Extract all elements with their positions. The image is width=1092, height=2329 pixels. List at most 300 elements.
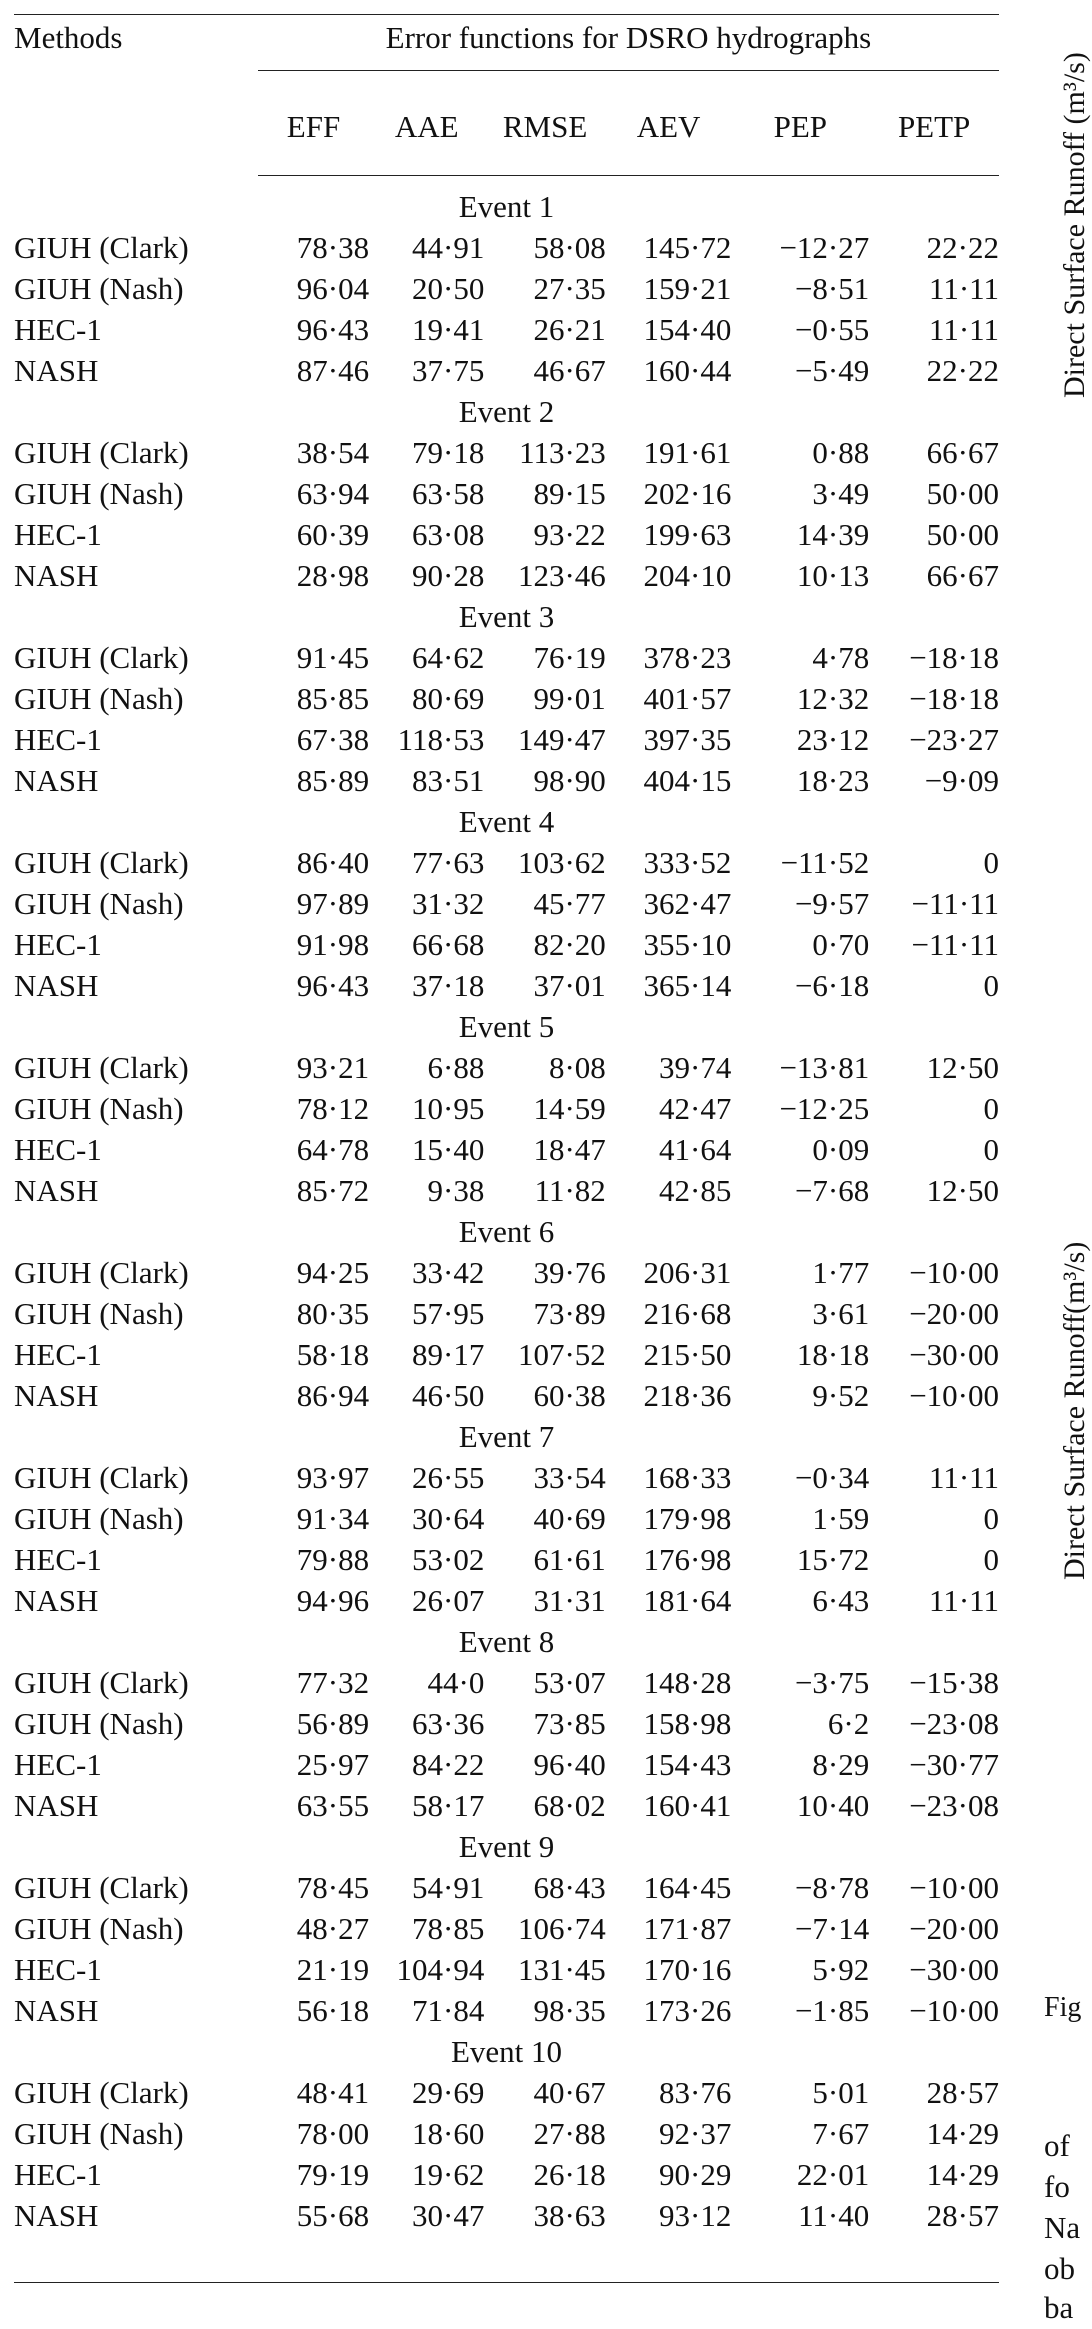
eff-value-cell: 78·12 [296,1091,370,1126]
table-row [14,719,999,760]
method-cell: NASH [14,353,99,388]
col-header-aev: AEV [606,77,732,176]
pep-value-cell: 18·23 [796,763,870,798]
petp-value-cell: 66·67 [926,558,999,593]
petp-value-cell: −9·09 [924,763,999,798]
rmse-value-cell: 93·22 [533,517,606,552]
table-row [14,1539,999,1580]
table-row [14,1703,999,1744]
petp-value-cell: −10·00 [909,1255,999,1290]
petp-value-cell: −11·11 [911,927,999,962]
rmse-value-cell: 39·76 [533,1255,606,1290]
col-header-eff: EFF [258,77,369,176]
table-row [14,514,999,555]
petp-value-cell: 0 [983,1542,999,1577]
rmse-value-cell: 131·45 [517,1952,606,1987]
aae-value-cell: 29·69 [412,2075,485,2110]
petp-value-cell: −30·77 [909,1747,999,1782]
rmse-value-cell: 11·82 [534,1173,606,1208]
petp-value-cell: 0 [983,845,999,880]
pep-value-cell: 9·52 [812,1378,870,1413]
aae-value-cell: 20·50 [412,271,485,306]
petp-value-cell: 14·29 [926,2116,999,2151]
rmse-value-cell: 107·52 [517,1337,606,1372]
eff-value-cell: 94·25 [296,1255,370,1290]
aae-value-cell: 104·94 [396,1952,485,1987]
petp-value-cell: −18·18 [909,681,999,716]
table-row [14,1908,999,1949]
rmse-value-cell: 45·77 [533,886,606,921]
aae-value-cell: 118·53 [397,722,485,757]
eff-value-cell: 91·45 [296,640,370,675]
pep-value-cell: −8·51 [794,271,870,306]
table-row [14,2195,999,2236]
pep-value-cell: −3·75 [794,1665,870,1700]
aae-value-cell: 18·60 [412,2116,485,2151]
rmse-value-cell: 60·38 [533,1378,606,1413]
rmse-value-cell: 106·74 [517,1911,606,1946]
aev-value-cell: 378·23 [643,640,732,675]
petp-value-cell: 11·11 [928,271,999,306]
pep-value-cell: −7·68 [794,1173,870,1208]
rmse-value-cell: 89·15 [533,476,606,511]
rmse-value-cell: 46·67 [533,353,606,388]
event-label: Event 4 [458,804,555,839]
petp-value-cell: 50·00 [926,517,999,552]
petp-value-cell: 0 [983,968,999,1003]
pep-value-cell: 22·01 [796,2157,870,2192]
method-cell: HEC-1 [14,1337,102,1372]
aev-value-cell: 202·16 [643,476,732,511]
pep-value-cell: −13·81 [779,1050,870,1085]
method-cell: HEC-1 [14,1747,102,1782]
method-cell: GIUH (Clark) [14,230,189,265]
pep-value-cell: 0·09 [812,1132,870,1167]
aae-value-cell: 79·18 [412,435,485,470]
petp-value-cell: −10·00 [909,1870,999,1905]
pep-value-cell: 5·92 [812,1952,870,1987]
petp-value-cell: 0 [983,1132,999,1167]
aev-value-cell: 199·63 [643,517,732,552]
aev-value-cell: 404·15 [643,763,732,798]
event-heading-row [14,391,999,432]
table-row [14,1744,999,1785]
table-row [14,1334,999,1375]
aev-value-cell: 39·74 [659,1050,732,1085]
method-cell: GIUH (Clark) [14,640,189,675]
method-cell: GIUH (Clark) [14,2075,189,2110]
pep-value-cell: −12·27 [779,230,870,265]
pep-value-cell: 11·40 [798,2198,870,2233]
eff-value-cell: 85·85 [296,681,370,716]
petp-value-cell: −23·08 [909,1788,999,1823]
pep-value-cell: 10·13 [796,558,870,593]
rmse-value-cell: 8·08 [548,1050,606,1085]
rmse-value-cell: 82·20 [533,927,606,962]
method-cell: NASH [14,2198,99,2233]
error-functions-table [14,14,999,2236]
pep-value-cell: −5·49 [794,353,870,388]
petp-value-cell: −23·08 [909,1706,999,1741]
rmse-value-cell: 76·19 [533,640,606,675]
eff-value-cell: 85·72 [296,1173,370,1208]
petp-value-cell: 22·22 [926,353,999,388]
pep-value-cell: 3·61 [812,1296,870,1331]
aae-value-cell: 83·51 [412,763,485,798]
petp-value-cell: −20·00 [909,1911,999,1946]
eff-value-cell: 48·27 [296,1911,370,1946]
axis-label-upper-cropped: Direct Surface Runoff (m³/s) [1058,52,1091,398]
pep-value-cell: −9·57 [794,886,870,921]
petp-value-cell: −15·38 [909,1665,999,1700]
aae-value-cell: 44·91 [412,230,485,265]
aae-value-cell: 19·41 [412,312,485,347]
event-label: Event 2 [458,394,555,429]
aev-value-cell: 154·40 [643,312,732,347]
rmse-value-cell: 73·89 [533,1296,606,1331]
table-row [14,1252,999,1293]
method-cell: GIUH (Nash) [14,1706,184,1741]
method-cell: GIUH (Nash) [14,1296,184,1331]
aev-value-cell: 148·28 [643,1665,732,1700]
aae-value-cell: 58·17 [412,1788,485,1823]
pep-value-cell: −1·85 [794,1993,870,2028]
aev-value-cell: 93·12 [659,2198,732,2233]
pep-value-cell: 7·67 [812,2116,870,2151]
rmse-value-cell: 26·18 [533,2157,606,2192]
group-header-text: Error functions for DSRO hydrographs [258,17,999,71]
table-row [14,1580,999,1621]
eff-value-cell: 63·94 [296,476,370,511]
body-text-fragment-5: ba [1044,2290,1074,2325]
petp-value-cell: −30·00 [909,1952,999,1987]
table-row [14,432,999,473]
event-heading-row [14,1006,999,1047]
method-cell: NASH [14,558,99,593]
method-cell: GIUH (Clark) [14,435,189,470]
aae-value-cell: 31·32 [412,886,485,921]
aev-value-cell: 181·64 [643,1583,732,1618]
aae-value-cell: 30·47 [412,2198,485,2233]
petp-value-cell: 11·11 [928,312,999,347]
pep-value-cell: 14·39 [796,517,870,552]
rmse-value-cell: 68·43 [533,1870,606,1905]
aev-value-cell: 362·47 [643,886,732,921]
table-row [14,1457,999,1498]
table-row [14,1129,999,1170]
event-heading-row [14,1621,999,1662]
aev-value-cell: 397·35 [643,722,732,757]
methods-header: Methods [14,15,258,176]
pep-value-cell: 1·77 [812,1255,870,1290]
eff-value-cell: 79·88 [296,1542,370,1577]
pep-value-cell: 18·18 [796,1337,870,1372]
method-cell: GIUH (Nash) [14,886,184,921]
method-cell: HEC-1 [14,517,102,552]
aae-value-cell: 90·28 [412,558,485,593]
aae-value-cell: 84·22 [412,1747,485,1782]
eff-value-cell: 86·40 [296,845,370,880]
table-row [14,1949,999,1990]
pep-value-cell: −7·14 [794,1911,870,1946]
petp-value-cell: −11·11 [911,886,999,921]
pep-value-cell: 0·88 [812,435,870,470]
eff-value-cell: 91·34 [296,1501,370,1536]
aae-value-cell: 15·40 [412,1132,485,1167]
aev-value-cell: 170·16 [643,1952,732,1987]
rmse-value-cell: 96·40 [533,1747,606,1782]
petp-value-cell: −10·00 [909,1993,999,2028]
rmse-value-cell: 99·01 [533,681,606,716]
rmse-value-cell: 113·23 [519,435,606,470]
aae-value-cell: 64·62 [412,640,485,675]
eff-value-cell: 28·98 [296,558,370,593]
method-cell: GIUH (Nash) [14,1091,184,1126]
petp-value-cell: −30·00 [909,1337,999,1372]
event-heading-row [14,2031,999,2072]
petp-value-cell: 66·67 [926,435,999,470]
aev-value-cell: 158·98 [643,1706,732,1741]
aev-value-cell: 191·61 [643,435,732,470]
petp-value-cell: 0 [983,1501,999,1536]
table-body [14,176,999,2237]
pep-value-cell: 4·78 [812,640,870,675]
rmse-value-cell: 98·90 [533,763,606,798]
table-row [14,1990,999,2031]
aae-value-cell: 30·64 [412,1501,485,1536]
body-text-fragment-4: ob [1044,2251,1075,2286]
aev-value-cell: 401·57 [643,681,732,716]
aev-value-cell: 159·21 [643,271,732,306]
aev-value-cell: 204·10 [643,558,732,593]
figure-caption-fragment: Fig [1044,1992,1082,2023]
pep-value-cell: −6·18 [794,968,870,1003]
table-row [14,883,999,924]
aev-value-cell: 176·98 [643,1542,732,1577]
aev-value-cell: 216·68 [643,1296,732,1331]
aae-value-cell: 37·18 [412,968,485,1003]
eff-value-cell: 48·41 [296,2075,370,2110]
petp-value-cell: 14·29 [926,2157,999,2192]
petp-value-cell: 28·57 [926,2075,999,2110]
aae-value-cell: 6·88 [427,1050,485,1085]
table-row [14,1170,999,1211]
aev-value-cell: 333·52 [643,845,732,880]
aev-value-cell: 83·76 [659,2075,732,2110]
pep-value-cell: 1·59 [812,1501,870,1536]
aev-value-cell: 179·98 [643,1501,732,1536]
aae-value-cell: 66·68 [412,927,485,962]
aae-value-cell: 44·0 [427,1665,485,1700]
method-cell: NASH [14,1378,99,1413]
eff-value-cell: 78·45 [296,1870,370,1905]
event-heading-row [14,1826,999,1867]
eff-value-cell: 80·35 [296,1296,370,1331]
aae-value-cell: 77·63 [412,845,485,880]
method-cell: GIUH (Clark) [14,845,189,880]
aev-value-cell: 168·33 [643,1460,732,1495]
rmse-value-cell: 33·54 [533,1460,606,1495]
aev-value-cell: 215·50 [643,1337,732,1372]
rmse-value-cell: 149·47 [517,722,606,757]
rmse-value-cell: 37·01 [533,968,606,1003]
table-row [14,1375,999,1416]
method-cell: HEC-1 [14,1132,102,1167]
col-header-pep: PEP [731,77,869,176]
method-cell: NASH [14,968,99,1003]
method-cell: NASH [14,1173,99,1208]
table-row [14,2154,999,2195]
eff-value-cell: 60·39 [296,517,370,552]
table-row [14,965,999,1006]
rmse-value-cell: 40·69 [533,1501,606,1536]
aae-value-cell: 9·38 [427,1173,485,1208]
rmse-value-cell: 73·85 [533,1706,606,1741]
petp-value-cell: 11·11 [928,1583,999,1618]
aae-value-cell: 26·55 [412,1460,485,1495]
rmse-value-cell: 38·63 [533,2198,606,2233]
pep-value-cell: −12·25 [779,1091,870,1126]
eff-value-cell: 97·89 [296,886,370,921]
table-row [14,760,999,801]
aae-value-cell: 26·07 [412,1583,485,1618]
table-row [14,473,999,514]
eff-value-cell: 96·04 [296,271,370,306]
method-cell: GIUH (Clark) [14,1870,189,1905]
rmse-value-cell: 18·47 [533,1132,606,1167]
eff-value-cell: 91·98 [296,927,370,962]
method-cell: GIUH (Clark) [14,1255,189,1290]
aae-value-cell: 53·02 [412,1542,485,1577]
eff-value-cell: 96·43 [296,968,370,1003]
pep-value-cell: 12·32 [796,681,870,716]
method-cell: HEC-1 [14,2157,102,2192]
aev-value-cell: 160·44 [643,353,732,388]
aev-value-cell: 42·47 [659,1091,732,1126]
petp-value-cell: 12·50 [926,1173,999,1208]
aae-value-cell: 63·36 [412,1706,485,1741]
event-label: Event 3 [458,599,555,634]
method-cell: NASH [14,1993,99,2028]
rmse-value-cell: 26·21 [533,312,606,347]
aev-value-cell: 92·37 [659,2116,732,2151]
eff-value-cell: 38·54 [296,435,370,470]
method-cell: GIUH (Nash) [14,476,184,511]
method-cell: GIUH (Nash) [14,1501,184,1536]
pep-value-cell: −0·34 [794,1460,870,1495]
eff-value-cell: 55·68 [296,2198,370,2233]
rmse-value-cell: 40·67 [533,2075,606,2110]
aae-value-cell: 33·42 [412,1255,485,1290]
aev-value-cell: 41·64 [659,1132,732,1167]
event-label: Event 7 [458,1419,555,1454]
table-row [14,2072,999,2113]
event-label: Event 9 [458,1829,555,1864]
table-row [14,1785,999,1826]
eff-value-cell: 77·32 [296,1665,370,1700]
method-cell: GIUH (Nash) [14,681,184,716]
method-cell: GIUH (Nash) [14,2116,184,2151]
rmse-value-cell: 14·59 [533,1091,606,1126]
event-heading-row [14,1211,999,1252]
method-cell: GIUH (Nash) [14,271,184,306]
pep-value-cell: 6·2 [827,1706,870,1741]
petp-value-cell: 22·22 [926,230,999,265]
method-cell: HEC-1 [14,1952,102,1987]
eff-value-cell: 56·18 [296,1993,370,2028]
event-label: Event 1 [458,189,555,224]
aev-value-cell: 355·10 [643,927,732,962]
aae-value-cell: 63·58 [412,476,485,511]
aae-value-cell: 89·17 [412,1337,485,1372]
method-cell: HEC-1 [14,722,102,757]
petp-value-cell: 28·57 [926,2198,999,2233]
table-row [14,924,999,965]
petp-value-cell: 12·50 [926,1050,999,1085]
aev-value-cell: 154·43 [643,1747,732,1782]
aae-value-cell: 80·69 [412,681,485,716]
petp-value-cell: −18·18 [909,640,999,675]
table-row [14,1047,999,1088]
table-row [14,678,999,719]
method-cell: GIUH (Clark) [14,1460,189,1495]
table-bottom-rule [14,2282,999,2283]
table-row [14,350,999,391]
eff-value-cell: 21·19 [296,1952,370,1987]
table-row [14,1088,999,1129]
rmse-value-cell: 68·02 [533,1788,606,1823]
rmse-value-cell: 27·88 [533,2116,606,2151]
eff-value-cell: 94·96 [296,1583,370,1618]
aae-value-cell: 10·95 [412,1091,485,1126]
petp-value-cell: 11·11 [928,1460,999,1495]
table-row [14,1662,999,1703]
eff-value-cell: 93·21 [296,1050,370,1085]
rmse-value-cell: 123·46 [517,558,606,593]
event-heading-row [14,1416,999,1457]
method-cell: HEC-1 [14,1542,102,1577]
eff-value-cell: 58·18 [296,1337,370,1372]
aae-value-cell: 71·84 [412,1993,485,2028]
aev-value-cell: 171·87 [643,1911,732,1946]
method-cell: HEC-1 [14,927,102,962]
aev-value-cell: 145·72 [643,230,732,265]
event-label: Event 10 [450,2034,563,2069]
aev-value-cell: 365·14 [643,968,732,1003]
event-label: Event 6 [458,1214,555,1249]
aev-value-cell: 90·29 [659,2157,732,2192]
petp-value-cell: −23·27 [909,722,999,757]
pep-value-cell: 8·29 [812,1747,870,1782]
pep-value-cell: 23·12 [796,722,870,757]
aae-value-cell: 57·95 [412,1296,485,1331]
eff-value-cell: 78·38 [296,230,370,265]
aae-value-cell: 54·91 [412,1870,485,1905]
method-cell: GIUH (Clark) [14,1665,189,1700]
eff-value-cell: 78·00 [296,2116,370,2151]
event-label: Event 5 [458,1009,555,1044]
eff-value-cell: 79·19 [296,2157,370,2192]
method-cell: NASH [14,1788,99,1823]
method-cell: NASH [14,1583,99,1618]
body-text-fragment-2: fo [1044,2169,1070,2204]
table-row [14,1867,999,1908]
eff-value-cell: 86·94 [296,1378,370,1413]
table-row [14,227,999,268]
table-row [14,1498,999,1539]
eff-value-cell: 56·89 [296,1706,370,1741]
event-label: Event 8 [458,1624,555,1659]
